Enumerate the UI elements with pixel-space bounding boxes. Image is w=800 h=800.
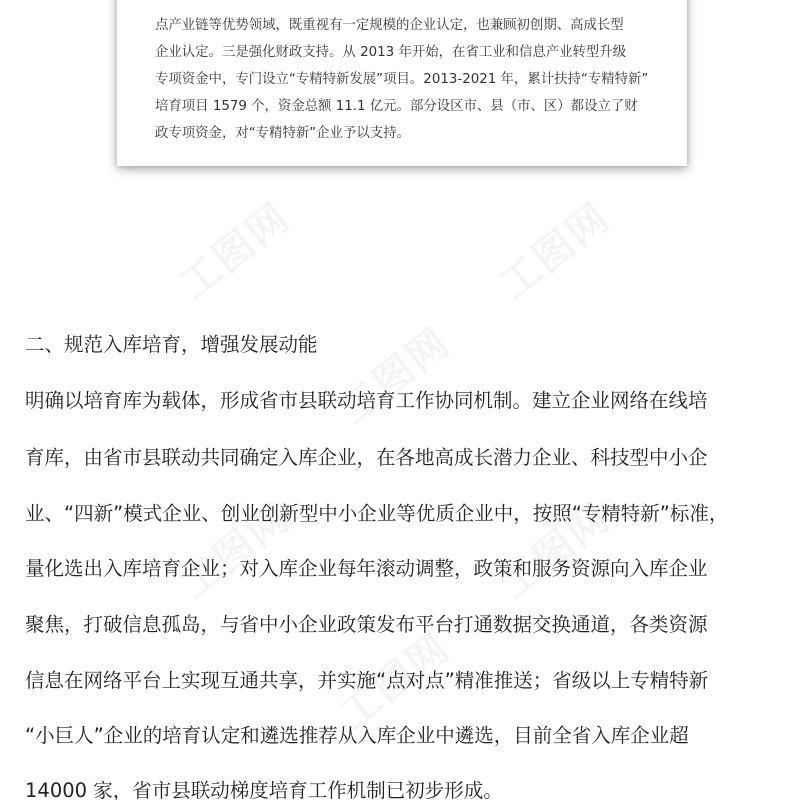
paragraph-line: 14000 家，省市县联动梯度培育工作机制已初步形成。 bbox=[25, 779, 503, 800]
paragraph-line: 量化选出入库培育企业；对入库企业每年滚动调整，政策和服务资源向入库企业 bbox=[25, 557, 708, 580]
watermark bbox=[166, 187, 300, 309]
card-text-line: 企业认定。三是强化财政支持。从 2013 年开始，在省工业和信息产业转型升级 bbox=[155, 45, 627, 60]
watermark bbox=[486, 187, 620, 309]
paragraph-line: 业、“四新”模式企业、创业创新型中小企业等优质企业中，按照“专精特新”标准， bbox=[25, 502, 729, 525]
watermark bbox=[326, 312, 460, 434]
paragraph-line: “小巨人”企业的培育认定和遴选推荐从入库企业中遴选，目前全省入库企业超 bbox=[25, 724, 689, 747]
section-heading: 二、规范入库培育，增强发展动能 bbox=[25, 333, 318, 356]
card-text-line: 专项资金中，专门设立“专精特新发展”项目。2013-2021 年，累计扶持“专精特新” bbox=[155, 72, 649, 87]
card-text-line: 培育项目 1579 个，资金总额 11.1 亿元。部分设区市、县（市、区）都设立了财 bbox=[155, 99, 638, 114]
quote-card bbox=[117, 0, 687, 166]
paragraph-line: 育库，由省市县联动共同确定入库企业，在各地高成长潜力企业、科技型中小企 bbox=[25, 446, 708, 469]
paragraph-line: 信息在网络平台上实现互通共享，并实施“点对点”精准推送；省级以上专精特新 bbox=[25, 669, 709, 692]
card-text-line: 政专项资金，对“专精特新”企业予以支持。 bbox=[155, 126, 410, 141]
paragraph-line: 聚焦，打破信息孤岛，与省中小企业政策发布平台打通数据交换通道，各类资源 bbox=[25, 613, 708, 636]
paragraph-line: 明确以培育库为载体，形成省市县联动培育工作协同机制。建立企业网络在线培 bbox=[25, 389, 708, 412]
card-text-line: 点产业链等优势领域，既重视有一定规模的企业认定，也兼顾初创期、高成长型 bbox=[155, 18, 624, 33]
